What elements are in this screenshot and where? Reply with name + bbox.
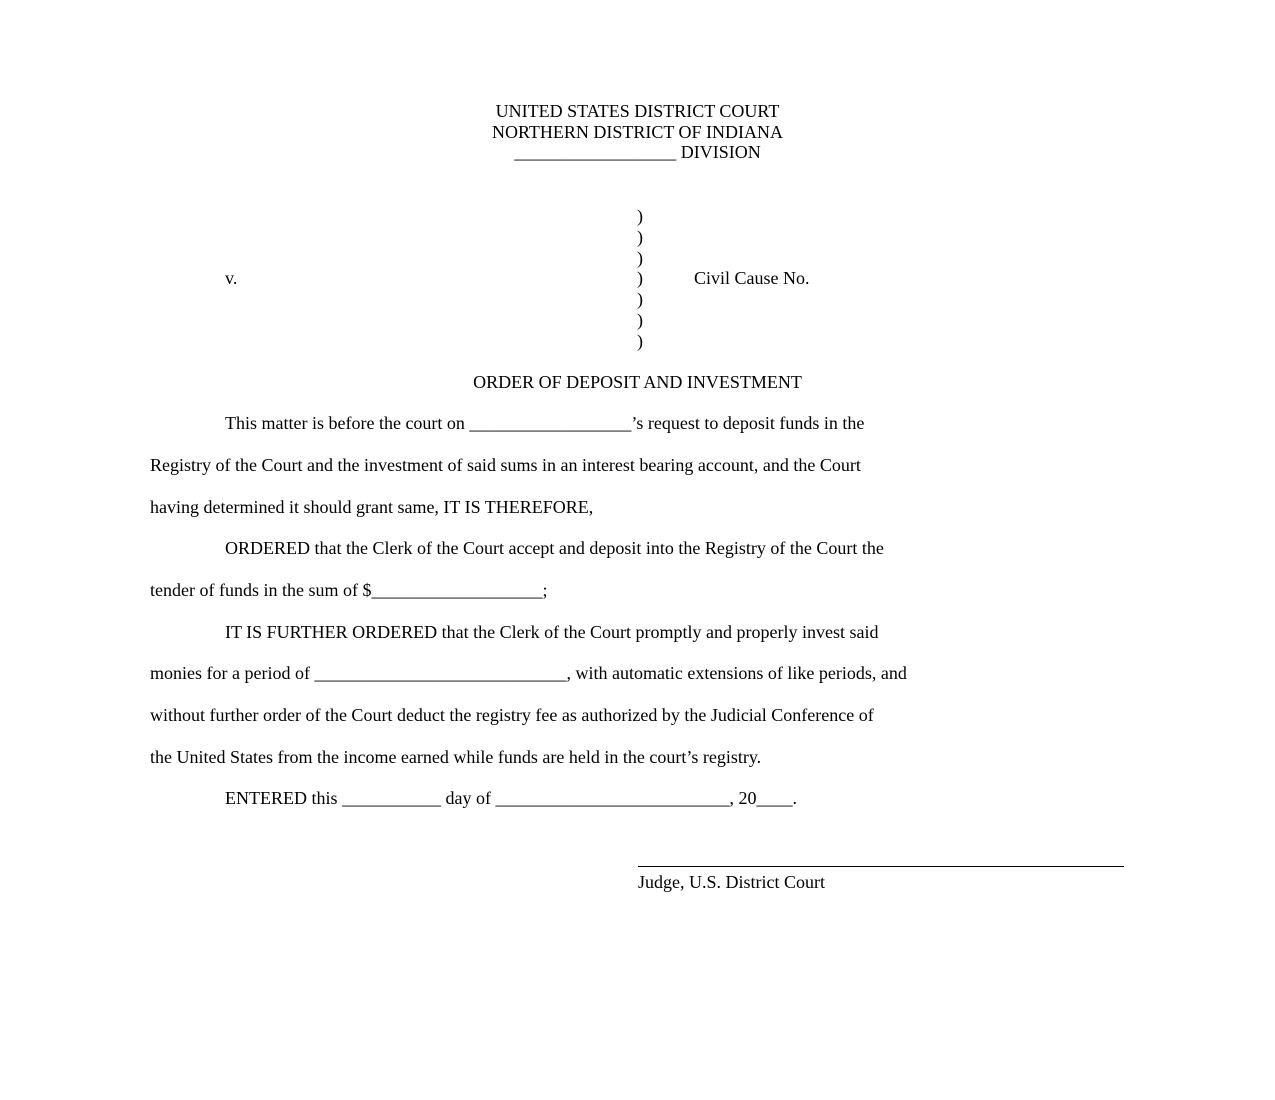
caption-paren: ): [637, 268, 643, 288]
order-title: ORDER OF DEPOSIT AND INVESTMENT: [473, 372, 802, 392]
body-line: IT IS FURTHER ORDERED that the Clerk of the Court promptly and properly invest said: [225, 622, 879, 642]
caption-paren: ): [637, 289, 643, 309]
court-name: UNITED STATES DISTRICT COURT: [495, 101, 780, 121]
civil-cause-label: Civil Cause No.: [694, 268, 810, 288]
caption-paren: ): [637, 227, 643, 247]
caption-paren: ): [637, 331, 643, 351]
judge-signature-label: Judge, U.S. District Court: [638, 872, 825, 892]
body-line: tender of funds in the sum of $___________________;: [150, 580, 548, 600]
body-line: having determined it should grant same, IT IS THEREFORE,: [150, 497, 594, 517]
caption-paren: ): [637, 310, 643, 330]
body-line: Registry of the Court and the investment of said sums in an interest bearing account, and the Court: [150, 455, 861, 475]
body-line: the United States from the income earned while funds are held in the court’s registry.: [150, 747, 762, 767]
division-line: __________________ DIVISION: [514, 142, 761, 162]
body-line: This matter is before the court on __________________’s request to deposit funds in the: [225, 413, 865, 433]
signature-line: [638, 866, 1124, 867]
caption-paren: ): [637, 248, 643, 268]
district-name: NORTHERN DISTRICT OF INDIANA: [491, 122, 784, 142]
versus-label: v.: [225, 268, 238, 288]
caption-paren: ): [637, 206, 643, 226]
body-line: without further order of the Court deduct the registry fee as authorized by the Judicial Conference of: [150, 705, 874, 725]
entered-line: ENTERED this ___________ day of __________________________, 20____.: [225, 788, 797, 808]
body-line: ORDERED that the Clerk of the Court accept and deposit into the Registry of the Court the: [225, 538, 884, 558]
body-line: monies for a period of ____________________________, with automatic extensions of like periods, and: [150, 663, 907, 683]
